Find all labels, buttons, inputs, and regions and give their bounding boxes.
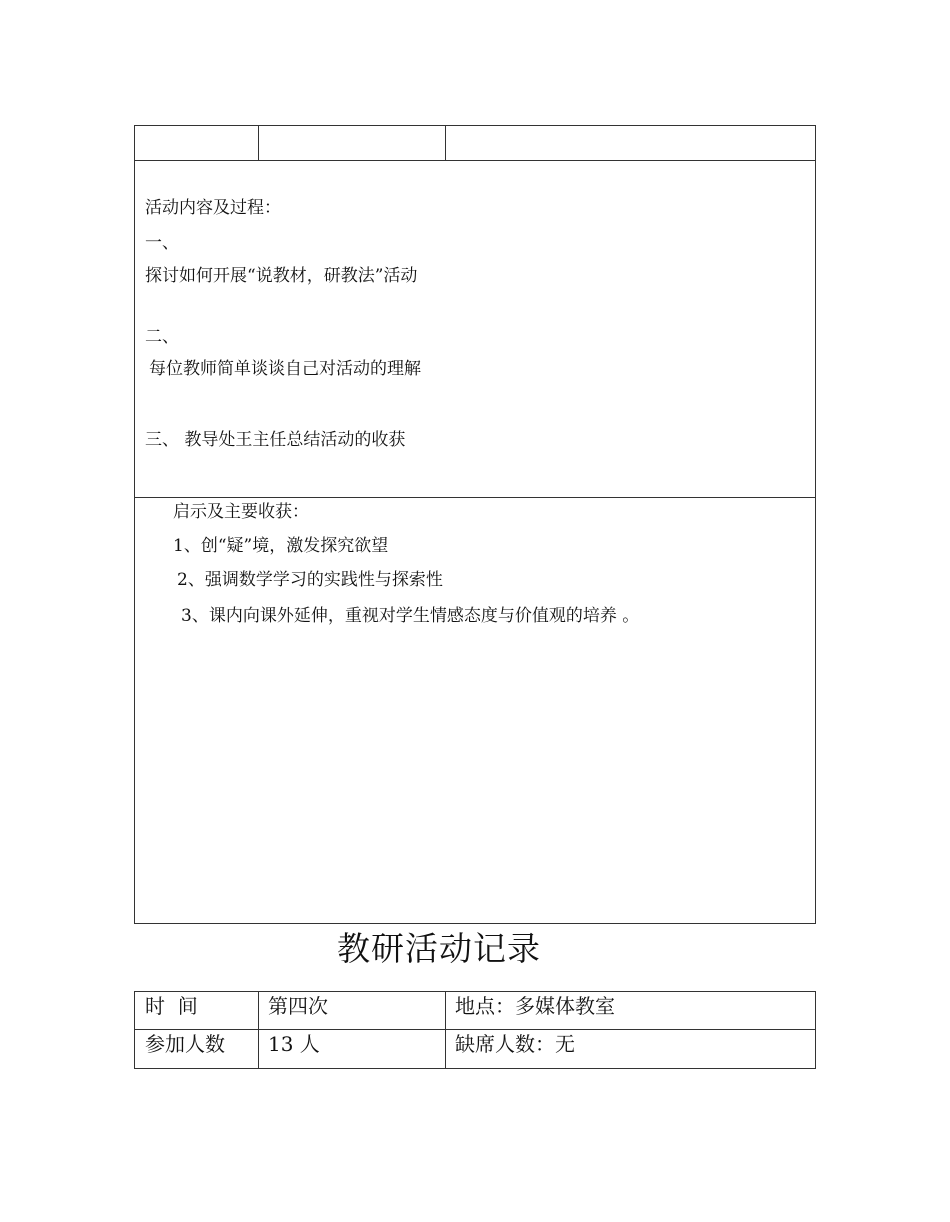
absent-value: 缺席人数：无 bbox=[455, 1032, 575, 1056]
process-item1-text: 探讨如何开展“说教材，研教法”活动 bbox=[145, 266, 418, 286]
location-value: 地点：多媒体教室 bbox=[455, 994, 615, 1018]
insights-cell bbox=[134, 497, 816, 924]
process-item3-text: 三、 教导处王主任总结活动的收获 bbox=[145, 430, 406, 450]
insight-point-3: 3、课内向课外延伸，重视对学生情感态度与价值观的培养 。 bbox=[181, 606, 640, 626]
record-col-divider-2 bbox=[445, 991, 446, 1069]
process-item2-marker: 二、 bbox=[145, 327, 179, 347]
process-item1-marker: 一、 bbox=[145, 233, 179, 253]
insights-heading: 启示及主要收获： bbox=[173, 502, 309, 522]
session-value: 第四次 bbox=[268, 994, 328, 1018]
process-item2-text: 每位教师简单谈谈自己对活动的理解 bbox=[149, 359, 421, 379]
attendees-label: 参加人数 bbox=[145, 1032, 225, 1056]
process-heading: 活动内容及过程： bbox=[145, 198, 281, 218]
header-empty-divider-2 bbox=[445, 125, 446, 161]
record-row-divider bbox=[134, 1029, 816, 1030]
record-col-divider-1 bbox=[258, 991, 259, 1069]
time-label: 时 间 bbox=[145, 994, 198, 1018]
record-title: 教研活动记录 bbox=[337, 929, 541, 968]
insight-point-1: 1、创“疑”境，激发探究欲望 bbox=[173, 536, 389, 556]
header-empty-row bbox=[134, 125, 816, 161]
insight-point-2: 2、强调数学学习的实践性与探索性 bbox=[177, 570, 443, 590]
attendees-value: 13 人 bbox=[268, 1032, 320, 1056]
header-empty-divider-1 bbox=[258, 125, 259, 161]
process-cell bbox=[134, 160, 816, 498]
